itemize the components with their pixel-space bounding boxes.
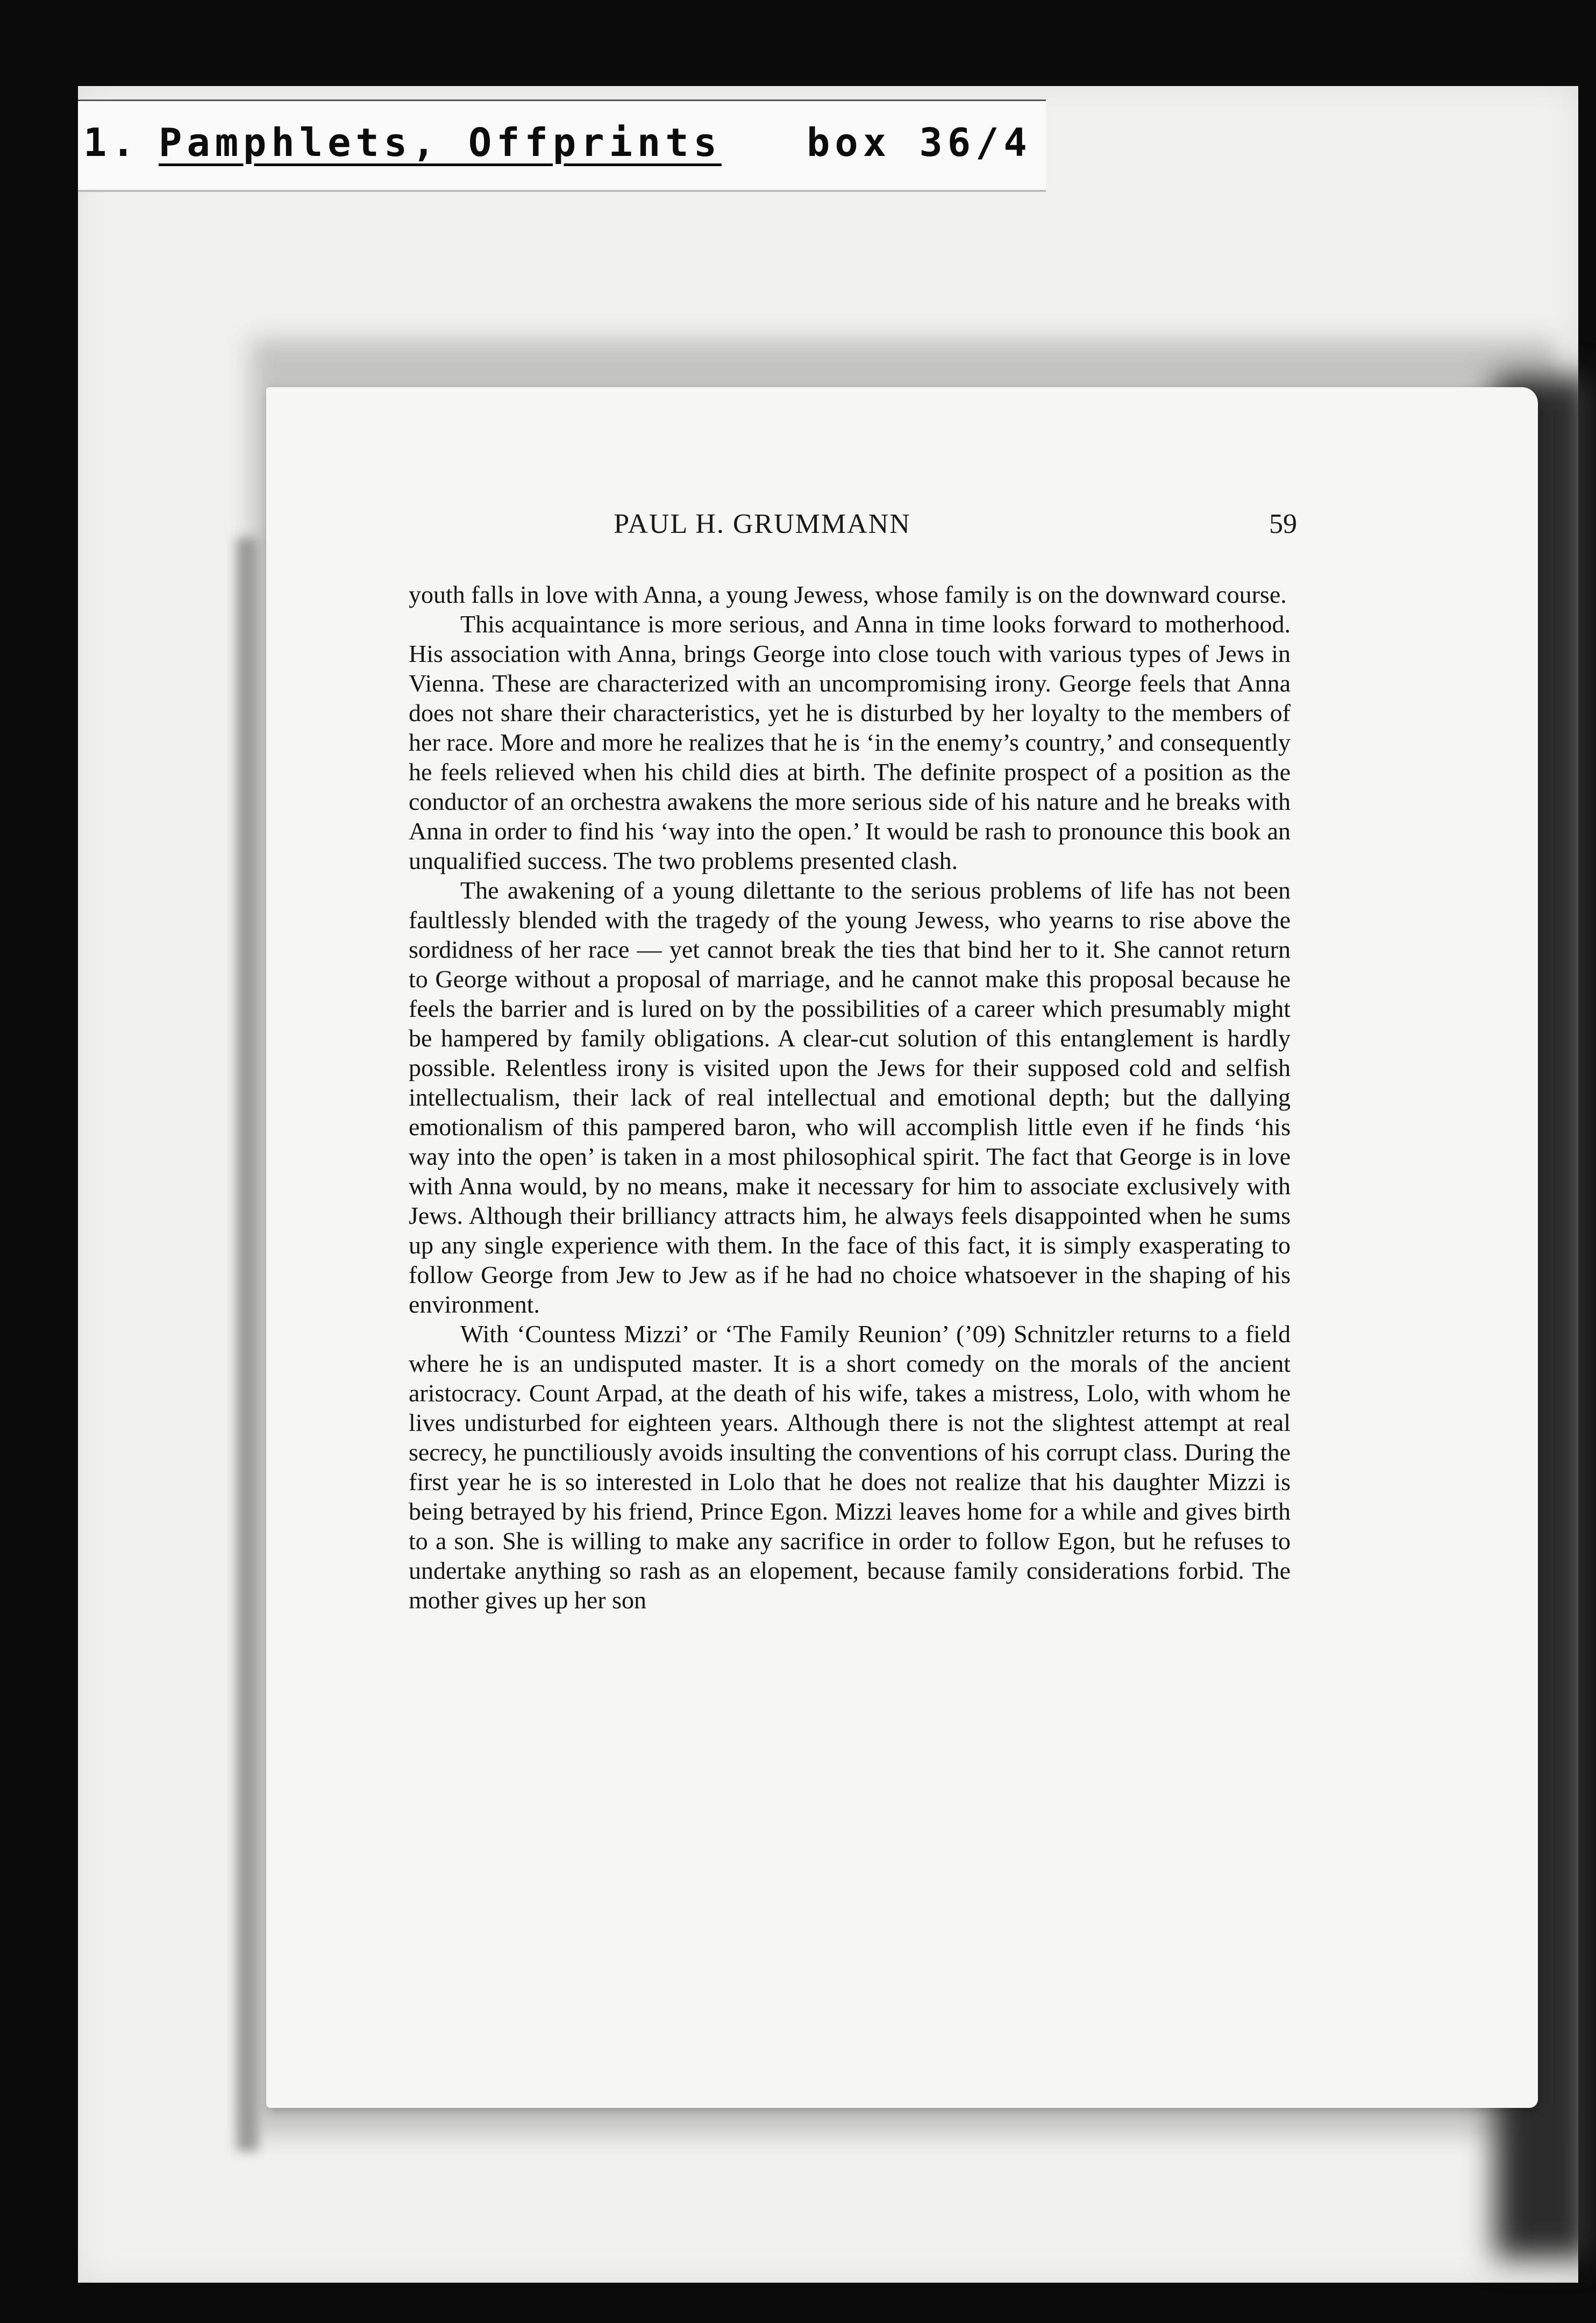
label-box-number: box 36/4 (807, 120, 1032, 165)
paragraph: This acquaintance is more serious, and Anna in time looks forward to motherhood. His association with Anna, brings George into close touch with various types of Jews in Vienna. These are characterized with an uncompromising irony. George feels that Anna does not share their characteristics, yet he is disturbed by her loyalty to the members of her race. More and more he realizes that he is ‘in the enemy’s country,’ and consequently he feels relieved when his child dies at birth. The definite prospect of a position as the conductor of an orchestra awakens the more serious side of his nature and he breaks with Anna in order to find his ‘way into the open.’ It would be rash to pronounce this book an unqualified success. The two problems presented clash. (409, 610, 1291, 874)
paragraph: youth falls in love with Anna, a young Jewess, whose family is on the downward course. (409, 581, 1287, 608)
edge-shadow-left (237, 538, 258, 2151)
paragraph: With ‘Countess Mizzi’ or ‘The Family Reunion’ (’09) Schnitzler returns to a field where he is an undisputed master. It is a short comedy on the morals of the ancient aristocracy. Count Arpad, at the death of his wife, takes a mistress, Lolo, with whom he lives undisturbed for eighteen years. Although there is not the slightest attempt at real secrecy, he punctiliously avoids insulting the conventions of his corrupt class. During the first year he is so interested in Lolo that he does not realize that his daughter Mizzi is being betrayed by his friend, Prince Egon. Mizzi leaves home for a while and gives birth to a son. She is willing to make any sacrifice in order to follow Egon, but he refuses to undertake anything so rash as an elopement, because family considerations forbid. The mother gives up her son (409, 1320, 1291, 1614)
page-number: 59 (1269, 509, 1297, 539)
label-number: 1. (83, 120, 140, 165)
printed-page (266, 387, 1538, 2108)
archive-label (78, 99, 1046, 192)
label-series: Pamphlets, Offprints (159, 120, 722, 165)
body-text (409, 580, 1291, 1615)
paragraph: The awakening of a young dilettante to the serious problems of life has not been faultlessly blended with the tragedy of the young Jewess, who yearns to rise above the sordidness of her race — yet cannot break the ties that bind her to it. She cannot return to George without a proposal of marriage, and he cannot make this proposal because he feels the barrier and is lured on by the possibilities of a career which presumably might be hampered by family obligations. A clear-cut solution of this entanglement is hardly possible. Relentless irony is visited upon the Jews for their supposed cold and selfish intellectualism, their lack of real intellectual and emotional depth; but the dallying emotionalism of this pampered baron, who will accomplish little even if he finds ‘his way into the open’ is taken in a most philosophical spirit. The fact that George is in love with Anna would, by no means, make it necessary for him to associate exclusively with Jews. Although their brilliancy attracts him, he always feels disappointed when he sums up any single experience with them. In the face of this fact, it is simply exasperating to follow George from Jew to Jew as if he had no choice whatsoever in the shaping of his environment. (409, 877, 1291, 1318)
running-head: PAUL H. GRUMMANN (614, 509, 911, 539)
